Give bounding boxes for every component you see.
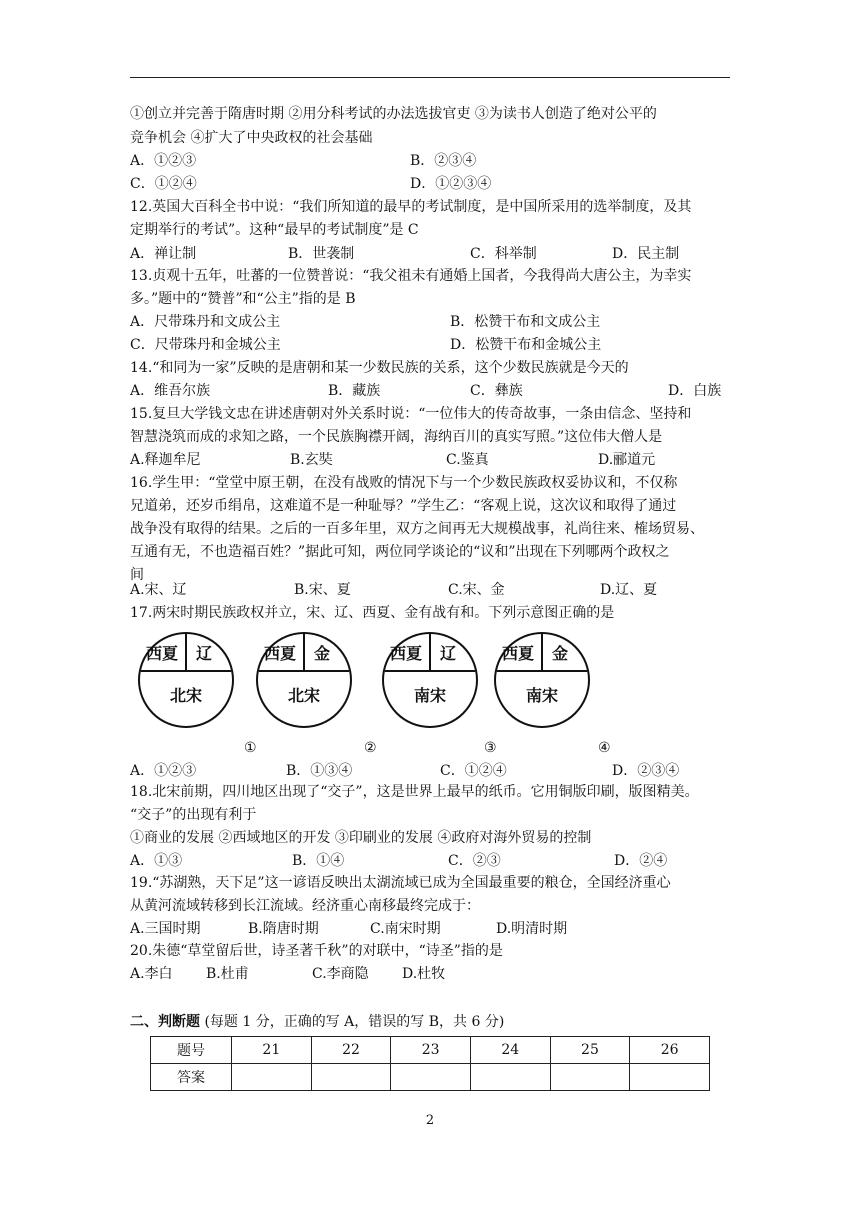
answer-table-label-number: 题号: [151, 1037, 232, 1064]
q20-option-c: C.李商隐: [312, 966, 369, 982]
q14-option-c: C．彝族: [470, 383, 523, 399]
q13-line2: 多。”题中的“赞普”和“公主”指的是 B: [130, 291, 356, 307]
q13-option-d: D．松赞干布和金城公主: [450, 337, 602, 353]
q16-line2: 兄道弟，还岁币绢帛，这难道不是一种耻辱？”学生乙：“客观上说，这次议和取得了通过: [130, 498, 677, 514]
diagram-2-top-right: 金: [314, 644, 331, 663]
diagram-3-bottom: 南宋: [413, 686, 446, 705]
answer-cell[interactable]: [470, 1064, 550, 1091]
diagram-3-number: ③: [484, 740, 497, 756]
section-2-note: (每题 1 分，正确的写 A，错误的写 B，共 6 分): [200, 1014, 505, 1030]
q20-line1: 20.朱德“草堂留后世，诗圣著千秋”的对联中，“诗圣”指的是: [130, 943, 503, 959]
q11-option-a: A．①②③: [130, 153, 197, 169]
q18-option-a: A．①③: [130, 853, 183, 869]
header-rule: [130, 77, 730, 78]
diagram-3-top-left: 西夏: [390, 644, 423, 663]
q18-line3: ①商业的发展 ②西域地区的开发 ③印刷业的发展 ④政府对海外贸易的控制: [130, 830, 592, 846]
answer-table-qnum: 22: [311, 1037, 391, 1064]
diagram-4-top-right: 金: [552, 644, 569, 663]
q15-option-a: A.释迦牟尼: [130, 452, 201, 468]
q16-line1: 16.学生甲：“堂堂中原王朝，在没有战败的情况下与一个少数民族政权妥协议和，不仅称: [130, 475, 678, 491]
answer-cell[interactable]: [630, 1064, 710, 1091]
q17-line1: 17.两宋时期民族政权并立，宋、辽、西夏、金有战有和。下列示意图正确的是: [130, 605, 615, 621]
q13-line1: 13.贞观十五年，吐蕃的一位赞普说：“我父祖未有通婚上国者，今我得尚大唐公主，为幸实: [130, 268, 692, 284]
answer-table-row-answers: [151, 1064, 710, 1091]
q18-option-d: D．②④: [614, 853, 668, 869]
q17-option-a: A．①②③: [130, 763, 197, 779]
diagram-1: [138, 632, 234, 728]
diagram-2: [256, 632, 352, 728]
q11-option-d: D．①②③④: [410, 176, 492, 192]
q19-line2: 从黄河流域转移到长江流域。经济重心南移最终完成于：: [130, 898, 480, 914]
answer-table-qnum: 21: [232, 1037, 312, 1064]
diagram-1-vline: [185, 634, 187, 671]
q12-option-b: B．世袭制: [288, 246, 355, 262]
answer-cell[interactable]: [550, 1064, 630, 1091]
diagram-4-number: ④: [598, 740, 611, 756]
diagram-1-top-left: 西夏: [146, 644, 179, 663]
section-2-heading: [130, 1012, 504, 1032]
q16-option-d: D.辽、夏: [600, 582, 658, 598]
q18-line1: 18.北宋前期，四川地区出现了“交子”，这是世界上最早的纸币。它用铜版印刷，版图精美。: [130, 784, 699, 800]
diagram-1-top-right: 辽: [196, 644, 213, 663]
section-2-title: 二、判断题: [130, 1014, 200, 1030]
q19-option-b: B.隋唐时期: [248, 921, 319, 937]
q18-option-b: B．①④: [292, 853, 345, 869]
q20-option-d: D.杜牧: [402, 966, 446, 982]
q17-option-b: B．①③④: [286, 763, 353, 779]
diagram-2-vline: [303, 634, 305, 671]
q16-line4: 互通有无，不也造福百姓？”据此可知，两位同学谈论的“议和”出现在下列哪两个政权之: [130, 544, 670, 560]
q11-line1: ①创立并完善于隋唐时期 ②用分科考试的办法选拔官吏 ③为读书人创造了绝对公平的: [130, 106, 657, 122]
q15-line2: 智慧浇筑而成的求知之路，一个民族胸襟开阔，海纳百川的真实写照。”这位伟大僧人是: [130, 429, 663, 445]
diagram-1-number: ①: [244, 740, 257, 756]
diagram-2-bottom: 北宋: [287, 686, 320, 705]
diagram-3-vline: [429, 634, 431, 671]
q12-option-d: D．民主制: [612, 246, 680, 262]
answer-cell[interactable]: [311, 1064, 391, 1091]
q19-line1: 19.“苏湖熟，天下足”这一谚语反映出太湖流域已成为全国最重要的粮仓，全国经济重心: [130, 875, 671, 891]
answer-cell[interactable]: [391, 1064, 471, 1091]
q20-option-b: B.杜甫: [206, 966, 249, 982]
q11-option-b: B．②③④: [410, 153, 477, 169]
q15-option-d: D.郦道元: [598, 452, 656, 468]
q19-option-a: A.三国时期: [130, 921, 201, 937]
q14-line1: 14.“和同为一家”反映的是唐朝和某一少数民族的关系，这个少数民族就是今天的: [130, 360, 629, 376]
diagram-4-vline: [541, 634, 543, 671]
answer-table-qnum: 23: [391, 1037, 471, 1064]
q11-line2: 竞争机会 ④扩大了中央政权的社会基础: [130, 130, 373, 146]
q14-option-a: A．维吾尔族: [130, 383, 211, 399]
q17-option-c: C．①②④: [440, 763, 507, 779]
q18-line2: “交子”的出现有利于: [130, 807, 257, 823]
answer-table-qnum: 25: [550, 1037, 630, 1064]
q13-option-b: B．松赞干布和文成公主: [450, 314, 601, 330]
answer-table-label-answer: 答案: [151, 1064, 232, 1091]
q16-option-b: B.宋、夏: [294, 582, 351, 598]
q15-option-c: C.鉴真: [446, 452, 489, 468]
answer-table-qnum: 26: [630, 1037, 710, 1064]
q12-option-c: C．科举制: [470, 246, 537, 262]
q14-option-d: D．白族: [668, 383, 722, 399]
answer-table-qnum: 24: [470, 1037, 550, 1064]
diagram-2-number: ②: [364, 740, 377, 756]
q19-option-d: D.明清时期: [496, 921, 568, 937]
q16-option-c: C.宋、金: [448, 582, 505, 598]
answer-cell[interactable]: [232, 1064, 312, 1091]
diagram-4: [494, 632, 590, 728]
q12-line1: 12.英国大百科全书中说：“我们所知道的最早的考试制度，是中国所采用的选举制度，及其: [130, 199, 692, 215]
q11-option-c: C．①②④: [130, 176, 197, 192]
q13-option-c: C．尺带珠丹和金城公主: [130, 337, 281, 353]
diagram-4-top-left: 西夏: [502, 644, 535, 663]
page-number: 2: [425, 1113, 435, 1128]
diagram-3: [382, 632, 478, 728]
q20-option-a: A.李白: [130, 966, 173, 982]
answer-table-row-numbers: [151, 1037, 710, 1064]
diagram-3-top-right: 辽: [440, 644, 457, 663]
q17-option-d: D．②③④: [612, 763, 680, 779]
q14-option-b: B．藏族: [328, 383, 381, 399]
q15-line1: 15.复旦大学钱文忠在讲述唐朝对外关系时说：“一位伟大的传奇故事，一条由信念、坚持和: [130, 406, 692, 422]
diagram-1-bottom: 北宋: [169, 686, 202, 705]
q18-option-c: C．②③: [448, 853, 501, 869]
q16-line3: 战争没有取得的结果。之后的一百多年里，双方之间再无大规模战事，礼尚往来、榷场贸易、: [130, 521, 704, 537]
q16-option-a: A.宋、辽: [130, 582, 187, 598]
q15-option-b: B.玄奘: [290, 452, 333, 468]
q13-option-a: A．尺带珠丹和文成公主: [130, 314, 281, 330]
q12-option-a: A．禅让制: [130, 246, 197, 262]
diagram-4-bottom: 南宋: [525, 686, 558, 705]
q19-option-c: C.南宋时期: [370, 921, 441, 937]
answer-table: [150, 1036, 710, 1091]
q16-line5: 间: [130, 567, 144, 583]
q12-line2: 定期举行的考试”。这种“最早的考试制度”是 C: [130, 222, 419, 238]
diagram-2-top-left: 西夏: [264, 644, 297, 663]
